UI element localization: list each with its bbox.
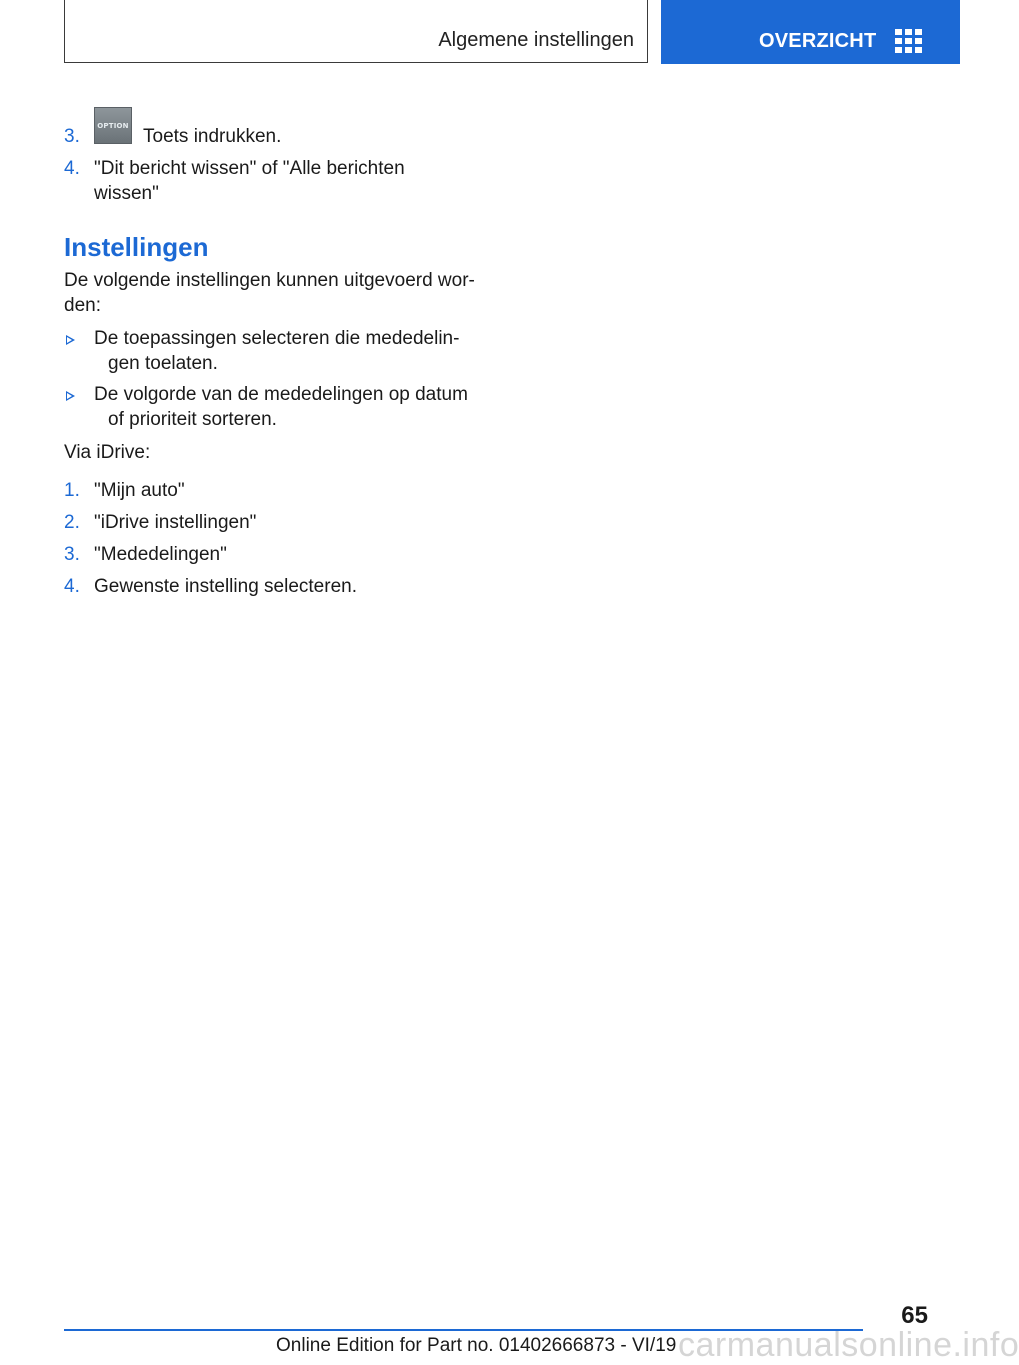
step-number: 4. bbox=[64, 158, 80, 179]
step-text: Toets indrukken. bbox=[143, 126, 282, 147]
intro-line: De volgende instellingen kunnen uitgevoerd wor- bbox=[64, 270, 475, 291]
overview-button[interactable] bbox=[661, 0, 960, 64]
section-title: Algemene instellingen bbox=[438, 29, 634, 51]
bullet-triangle-icon bbox=[66, 335, 75, 345]
step-text-line: "Dit bericht wissen" of "Alle berichten bbox=[94, 158, 405, 179]
bullet-line: De volgorde van de mededelingen op datum bbox=[94, 384, 468, 405]
edition-text: Online Edition for Part no. 01402666873 - VI/19 bbox=[276, 1335, 677, 1356]
step-text: "iDrive instellingen" bbox=[94, 512, 257, 533]
watermark: carmanualsonline.info bbox=[678, 1326, 1019, 1364]
bullet-line: De toepassingen selecteren die mededelin- bbox=[94, 328, 460, 349]
step-text: Gewenste instelling selecteren. bbox=[94, 576, 357, 597]
step-number: 2. bbox=[64, 512, 80, 533]
option-button-icon bbox=[94, 107, 132, 144]
step-number: 1. bbox=[64, 480, 80, 501]
grid-menu-icon bbox=[895, 29, 922, 53]
page-number: 65 bbox=[901, 1302, 928, 1329]
via-idrive-label: Via iDrive: bbox=[64, 442, 151, 463]
intro-line: den: bbox=[64, 295, 101, 316]
section-heading: Instellingen bbox=[64, 232, 209, 262]
step-text-line: wissen" bbox=[94, 183, 159, 204]
bullet-line: gen toelaten. bbox=[108, 353, 218, 374]
step-text: "Mededelingen" bbox=[94, 544, 227, 565]
header-section-box bbox=[64, 0, 648, 63]
step-number: 3. bbox=[64, 544, 80, 565]
bullet-line: of prioriteit sorteren. bbox=[108, 409, 277, 430]
step-number: 3. bbox=[64, 126, 80, 147]
overview-label: OVERZICHT bbox=[759, 30, 877, 52]
step-text: "Mijn auto" bbox=[94, 480, 185, 501]
step-number: 4. bbox=[64, 576, 80, 597]
bullet-triangle-icon bbox=[66, 391, 75, 401]
option-icon-label: OPTION bbox=[97, 121, 129, 130]
